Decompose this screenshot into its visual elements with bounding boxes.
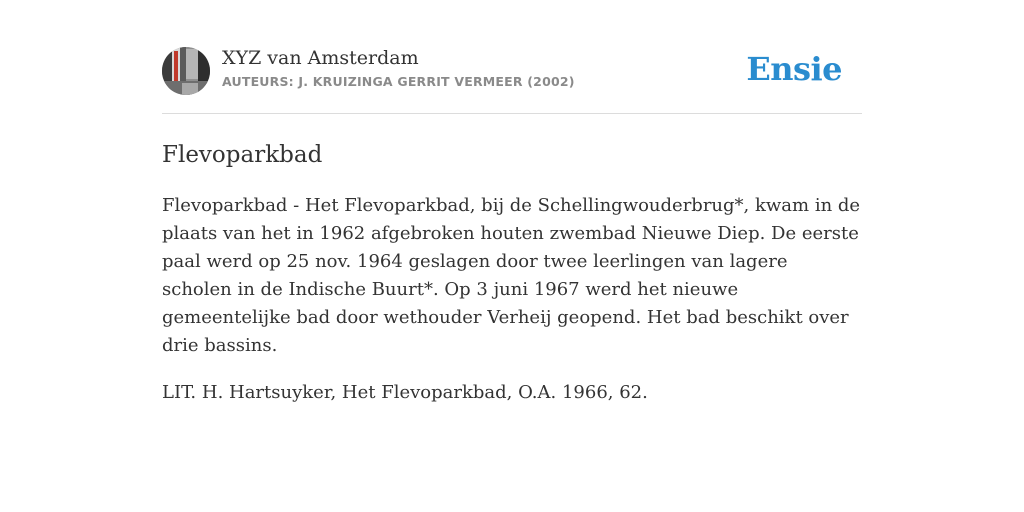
book-title[interactable]: XYZ van Amsterdam	[222, 47, 419, 69]
entry-title: Flevoparkbad	[162, 142, 323, 168]
book-authors: AUTEURS: J. KRUIZINGA GERRIT VERMEER (2002)	[222, 74, 575, 89]
ensie-logo[interactable]: Ensie	[746, 50, 842, 88]
page	[162, 0, 862, 407]
book-cover-avatar[interactable]	[162, 47, 210, 95]
entry-body	[162, 192, 862, 407]
literature-reference: LIT. H. Hartsuyker, Het Flevoparkbad, O.A. 1966, 62.	[162, 382, 648, 403]
book-header	[162, 0, 862, 114]
entry-paragraph: Flevoparkbad - Het Flevoparkbad, bij de Schellingwouderbrug*, kwam in de plaats van het in 1962 afgebroken houten zwembad Nieuwe Diep. De eerste paal werd op 25 nov. 1964 geslagen door twee leerlingen van lagere scholen in de Indische Buurt*. Op 3 juni 1967 werd het nieuwe gemeentelijke bad door wethouder Verheij geopend. Het bad beschikt over drie bassins.	[162, 195, 861, 356]
